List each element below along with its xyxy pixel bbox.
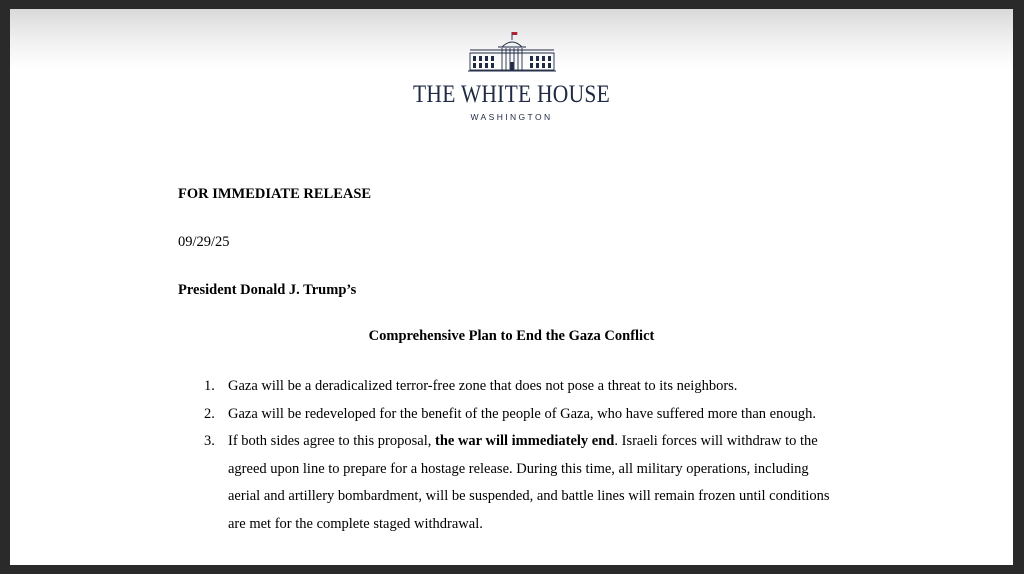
document-page xyxy=(10,9,1013,565)
release-label: FOR IMMEDIATE RELEASE xyxy=(178,186,372,202)
plan-title: Comprehensive Plan to End the Gaza Conflict xyxy=(368,328,655,344)
release-date: 09/29/25 xyxy=(178,234,230,250)
white-house-building-icon xyxy=(468,31,556,73)
plan-list xyxy=(204,373,844,538)
list-item xyxy=(204,373,844,401)
item-text-emphasis: the war will immediately end xyxy=(435,433,615,449)
item-number: 3. xyxy=(204,433,215,449)
item-text: Gaza will be redeveloped for the benefit of the people of Gaza, who have suffered more than enough. xyxy=(228,405,816,422)
list-item xyxy=(204,428,844,538)
item-number: 1. xyxy=(204,378,215,394)
item-number: 2. xyxy=(204,405,215,422)
item-text: Gaza will be a deradicalized terror-free zone that does not pose a threat to its neighbors. xyxy=(228,378,738,394)
letterhead-title: THE WHITE HOUSE xyxy=(413,81,610,108)
list-item xyxy=(204,401,844,429)
item-text-before: If both sides agree to this proposal, xyxy=(228,433,435,449)
letterhead-subtitle: WASHINGTON xyxy=(470,112,553,122)
presenter-line: President Donald J. Trump’s xyxy=(178,282,357,298)
letterhead xyxy=(10,31,1013,122)
item-text-after: . Israeli forces will withdraw to the agreed upon line to prepare for a hostage release. During this time, all military operations, including aerial and artillery bombardment, will be suspended, and battle lines will remain frozen until conditions are met for the complete staged withdrawal. xyxy=(228,433,830,532)
